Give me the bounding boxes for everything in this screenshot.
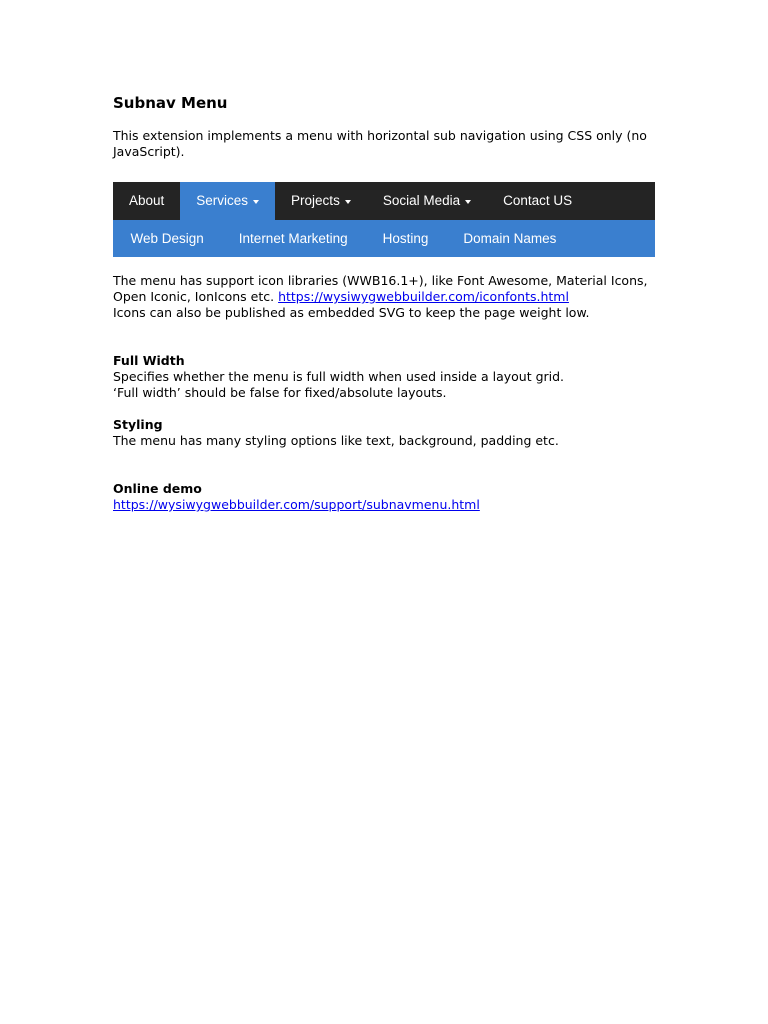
styling-heading: Styling: [113, 417, 163, 432]
menu-item-label: Services: [196, 193, 249, 208]
full-width-heading: Full Width: [113, 353, 185, 368]
subnav-menu: [113, 182, 655, 257]
online-demo-section: [113, 481, 655, 513]
full-width-line-2: ‘Full width’ should be false for fixed/absolute layouts.: [113, 385, 447, 400]
menu-item-contact-us[interactable]: [487, 182, 588, 220]
menu-item-social-media[interactable]: [367, 182, 487, 220]
icon-svg-note: Icons can also be published as embedded SVG to keep the page weight low.: [113, 305, 590, 320]
menu-item-projects[interactable]: [275, 182, 367, 220]
menu-item-label: Social Media: [382, 193, 461, 208]
caret-down-icon: [465, 200, 471, 204]
document-page: [113, 94, 655, 513]
page-title: Subnav Menu: [113, 94, 228, 112]
icon-support-text: The menu has support icon libraries (WWB16.1+), like Font Awesome, Material Icons, Open Iconic, IonIcons etc.: [113, 273, 648, 304]
menu-item-label: Projects: [291, 193, 340, 208]
menu-item-label: Contact US: [503, 193, 573, 208]
submenu-item-domain-names[interactable]: Domain Names: [463, 230, 557, 246]
full-width-line-1: Specifies whether the menu is full width when used inside a layout grid.: [113, 369, 565, 384]
menu-item-label: About: [129, 193, 165, 208]
submenu-item-web-design[interactable]: Web Design: [130, 230, 204, 246]
iconfonts-link[interactable]: https://wysiwygwebbuilder.com/iconfonts.html: [278, 289, 569, 304]
styling-section: [113, 417, 655, 449]
styling-text: The menu has many styling options like text, background, padding etc.: [113, 433, 559, 448]
caret-down-icon: [345, 200, 351, 204]
icon-support-paragraph: [113, 273, 655, 321]
menu-item-services[interactable]: [180, 182, 275, 220]
submenu-item-internet-marketing[interactable]: Internet Marketing: [238, 230, 348, 246]
submenu-item-hosting[interactable]: Hosting: [382, 230, 429, 246]
menu-sub-bar: [113, 220, 655, 257]
online-demo-heading: Online demo: [113, 481, 202, 496]
intro-text: This extension implements a menu with horizontal sub navigation using CSS only (no JavaScript).: [113, 128, 647, 159]
menu-top-bar: [113, 182, 655, 220]
full-width-section: [113, 353, 655, 401]
caret-down-icon: [253, 200, 259, 204]
menu-item-about[interactable]: [113, 182, 180, 220]
online-demo-link[interactable]: https://wysiwygwebbuilder.com/support/subnavmenu.html: [113, 497, 480, 512]
